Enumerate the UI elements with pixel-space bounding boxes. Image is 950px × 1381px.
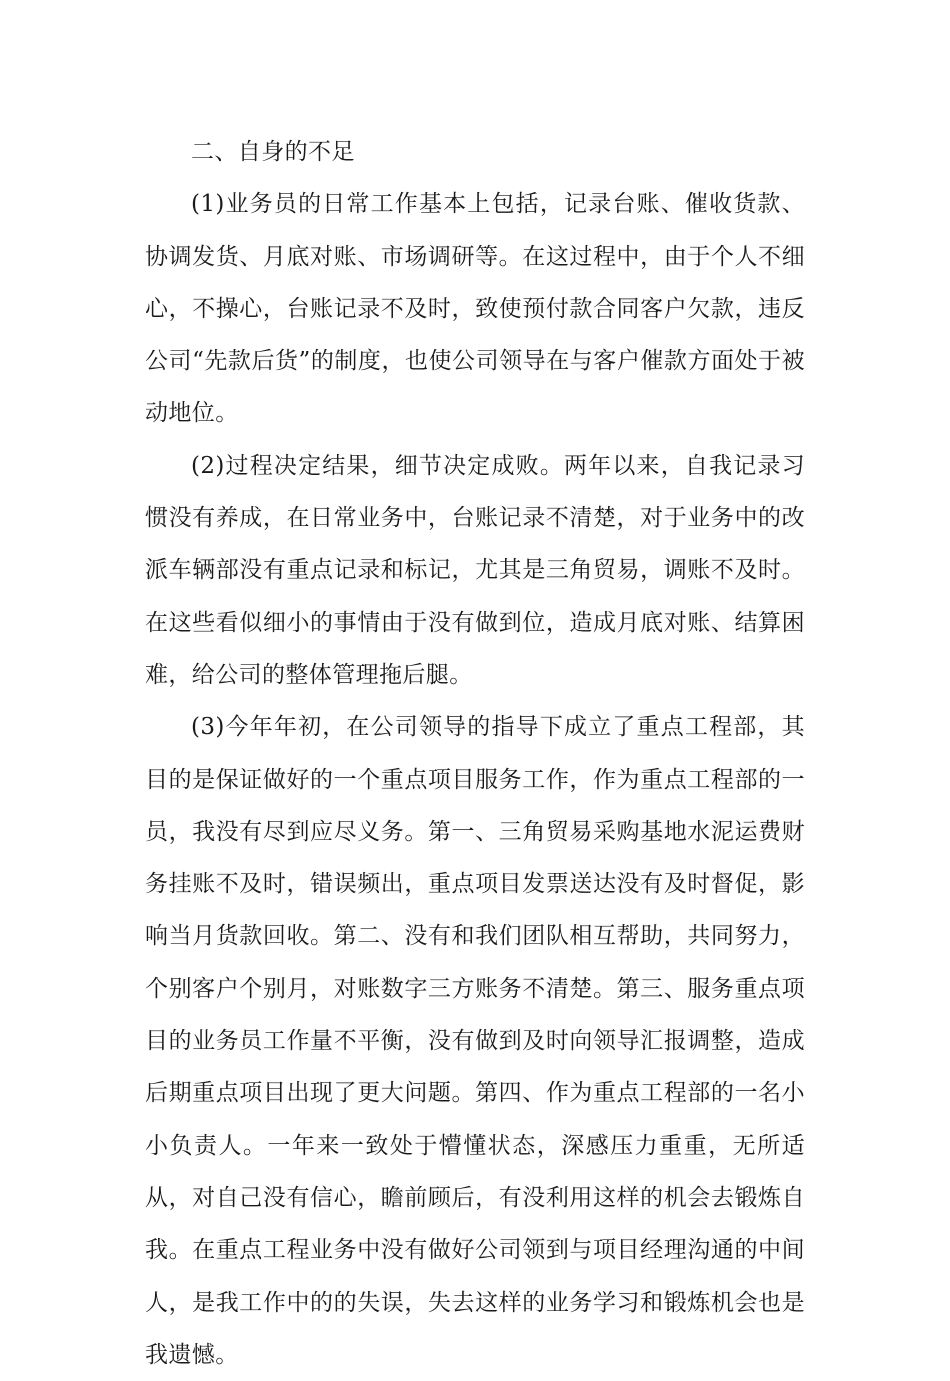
paragraph-2: (2)过程决定结果，细节决定成败。两年以来，自我记录习惯没有养成，在日常业务中，台账记录不清楚，对于业务中的改派车辆部没有重点记录和标记，尤其是三角贸易，调账不及时。在这些看似细小的事情由于没有做到位，造成月底对账、结算困难，给公司的整体管理拖后腿。 (145, 452, 805, 688)
document-body (145, 126, 805, 1381)
paragraph-1: (1)业务员的日常工作基本上包括，记录台账、催收货款、协调发货、月底对账、市场调研等。在这过程中，由于个人不细心，不操心，台账记录不及时，致使预付款合同客户欠款，违反公司“先款后货”的制度，也使公司领导在与客户催款方面处于被动地位。 (145, 191, 805, 427)
paragraph-3: (3)今年年初，在公司领导的指导下成立了重点工程部，其目的是保证做好的一个重点项目服务工作，作为重点工程部的一员，我没有尽到应尽义务。第一、三角贸易采购基地水泥运费财务挂账不及时，错误频出，重点项目发票送达没有及时督促，影响当月货款回收。第二、没有和我们团队相互帮助，共同努力，个别客户个别月，对账数字三方账务不清楚。第三、服务重点项目的业务员工作量不平衡，没有做到及时向领导汇报调整，造成后期重点项目出现了更大问题。第四、作为重点工程部的一名小小负责人。一年来一致处于懵懂状态，深感压力重重，无所适从，对自己没有信心，瞻前顾后，有没利用这样的机会去锻炼自我。在重点工程业务中没有做好公司领到与项目经理沟通的中间人，是我工作中的的失误，失去这样的业务学习和锻炼机会也是我遗憾。 (145, 714, 805, 1368)
section-heading: 二、自身的不足 (191, 139, 355, 165)
